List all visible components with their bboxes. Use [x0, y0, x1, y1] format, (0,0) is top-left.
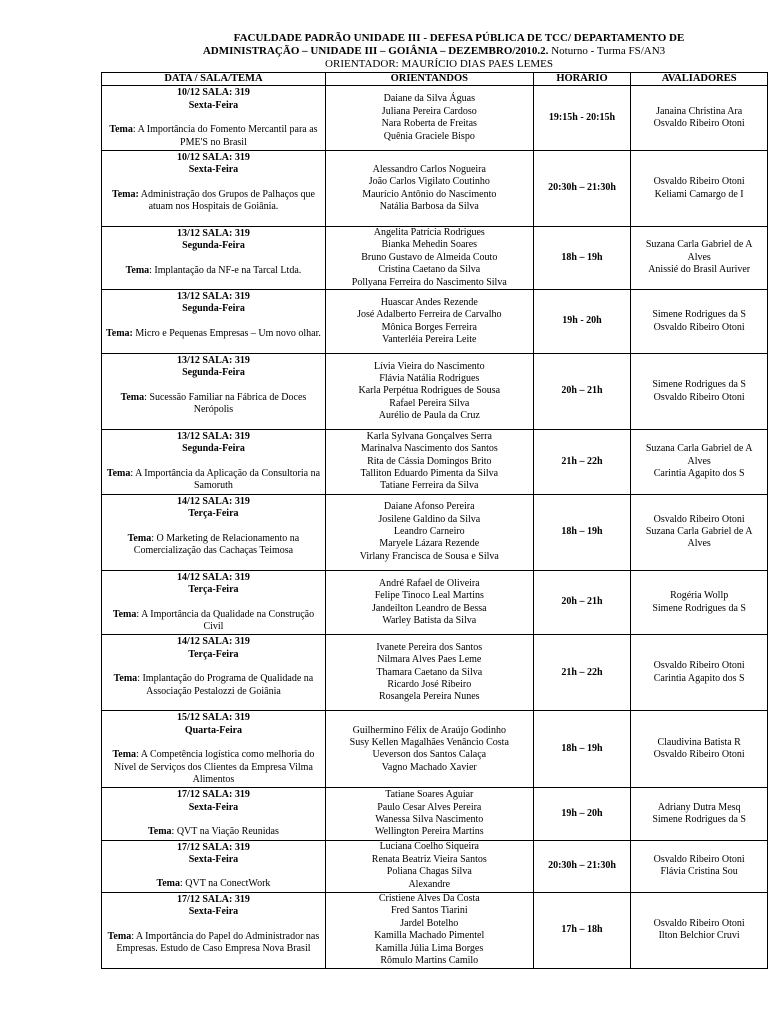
student-name: Nilmara Alves Paes Leme — [377, 654, 482, 666]
student-name: Daiane da Silva Águas — [383, 93, 475, 105]
theme-text: Micro e Pequenas Empresas – Um novo olhar. — [132, 327, 321, 339]
session-cell — [102, 86, 326, 151]
session-time: 21h – 22h — [533, 635, 631, 711]
theme-label: Tema — [125, 264, 150, 276]
evaluator-name: Anissié do Brasil Auriver — [648, 264, 751, 276]
evaluator-name: Osvaldo Ribeiro Otoni — [653, 176, 745, 188]
table-row — [102, 711, 768, 788]
student-name: Wellington Pereira Martins — [374, 826, 484, 838]
session-time: 19h - 20h — [533, 290, 631, 354]
evaluator-name: Adriany Dutra Mesq — [657, 801, 741, 813]
table-row — [102, 290, 768, 354]
spacer — [104, 112, 323, 124]
evaluator-name: Janaina Christina Ara — [656, 105, 743, 117]
evaluators-cell — [631, 788, 768, 840]
session-weekday: Segunda-Feira — [182, 303, 245, 315]
spacer — [104, 661, 323, 673]
session-theme — [108, 931, 320, 954]
session-cell — [102, 354, 326, 430]
student-name: Warley Batista da Silva — [382, 614, 477, 626]
students-cell — [325, 570, 533, 635]
session-date-room: 13/12 SALA: 319 — [177, 228, 250, 240]
header-line-2 — [100, 45, 768, 58]
session-theme — [148, 826, 279, 837]
table-row — [102, 635, 768, 711]
theme-text: : Implantação do Programa de Qualidade na Associação Pestalozzi de Goiânia — [137, 673, 314, 697]
theme-text: : A Competência logística como melhoria do Nível de Serviços dos Clientes da Empresa Vilma Alimentos — [114, 749, 315, 785]
theme-text: : A Importância da Qualidade na Construção Civil — [136, 608, 315, 632]
evaluator-name: Suzana Carla Gabriel de A — [645, 525, 753, 537]
students-cell — [325, 635, 533, 711]
evaluator-name: Simene Rodrigues da S — [652, 309, 746, 321]
theme-label: Tema — [106, 467, 131, 479]
session-theme — [156, 878, 270, 889]
session-theme — [126, 265, 302, 276]
students-cell — [325, 151, 533, 227]
theme-text: : O Marketing de Relacionamento na Comercialização das Cachaças Teimosa — [133, 532, 300, 556]
student-name: Kamilla Machado Pimentel — [374, 930, 485, 942]
students-cell — [325, 227, 533, 290]
session-date-room: 14/12 SALA: 319 — [177, 571, 250, 583]
session-date-room: 14/12 SALA: 319 — [177, 495, 250, 507]
student-name: Luciana Coelho Siqueira — [379, 841, 479, 853]
session-cell — [102, 840, 326, 892]
students-cell — [325, 354, 533, 430]
spacer — [104, 919, 323, 931]
session-weekday: Sexta-Feira — [188, 164, 239, 176]
student-name: Bruno Gustavo de Almeida Couto — [361, 251, 498, 263]
session-date-room: 14/12 SALA: 319 — [177, 636, 250, 648]
evaluator-name: Simene Rodrigues da S — [652, 379, 746, 391]
session-weekday: Segunda-Feira — [182, 443, 245, 455]
student-name: Mônica Borges Ferreira — [381, 321, 477, 333]
col-header-orientandos: ORIENTANDOS — [325, 73, 533, 86]
student-name: Aurélio de Paula da Cruz — [378, 410, 480, 422]
evaluator-name: Osvaldo Ribeiro Otoni — [653, 660, 745, 672]
session-time: 20h – 21h — [533, 570, 631, 635]
student-name: Quênia Graciele Bispo — [383, 130, 475, 142]
student-name: Pollyana Ferreira do Nascimento Silva — [351, 276, 507, 288]
session-date-room: 13/12 SALA: 319 — [177, 431, 250, 443]
theme-label: Tema — [112, 608, 137, 620]
session-theme — [107, 468, 320, 491]
students-cell — [325, 892, 533, 968]
session-date-room: 13/12 SALA: 319 — [177, 355, 250, 367]
student-name: Ricardo José Ribeiro — [387, 679, 472, 691]
session-time: 18h – 19h — [533, 494, 631, 570]
students-cell — [325, 494, 533, 570]
session-theme — [109, 124, 317, 147]
evaluator-name: Osvaldo Ribeiro Otoni — [653, 321, 745, 333]
student-name: Alessandro Carlos Nogueira — [372, 163, 486, 175]
student-name: Cristina Caetano da Silva — [378, 264, 481, 276]
student-name: Huascar Andes Rezende — [380, 296, 478, 308]
student-name: Angelita Patrícia Rodrigues — [373, 227, 485, 239]
students-cell — [325, 711, 533, 788]
table-row — [102, 494, 768, 570]
evaluators-cell — [631, 570, 768, 635]
theme-text: : Implantação da NF-e na Tarcal Ltda. — [149, 264, 302, 276]
table-row — [102, 570, 768, 635]
evaluator-name: Suzana Carla Gabriel de A — [645, 443, 753, 455]
session-date-room: 10/12 SALA: 319 — [177, 152, 250, 164]
evaluators-cell — [631, 151, 768, 227]
student-name: Vagno Machado Xavier — [381, 761, 477, 773]
evaluator-name: Keliami Camargo de I — [654, 188, 744, 200]
evaluator-name: Flávia Cristina Sou — [660, 866, 738, 878]
theme-label: Tema: — [111, 188, 139, 200]
theme-text: : A Importância do Fomento Mercantil para as PME'S no Brasil — [132, 124, 318, 148]
table-row — [102, 430, 768, 495]
theme-text: : A Importância da Aplicação da Consultoria na Samoruth — [130, 467, 321, 492]
theme-label: Tema — [112, 749, 137, 761]
student-name: Rita de Cássia Domingos Brito — [367, 455, 492, 467]
header-line-2-rest: Noturno - Turma FS/AN3 — [548, 45, 666, 57]
student-name: Maurício Antônio do Nascimento — [362, 188, 497, 200]
theme-label: Tema — [148, 826, 172, 838]
col-header-horario: HORÁRIO — [533, 73, 631, 86]
student-name: Felipe Tinoco Leal Martins — [374, 590, 484, 602]
spacer — [104, 253, 323, 265]
theme-text: Administração dos Grupos de Palhaços que atuam nos Hospitais de Goiânia. — [138, 188, 315, 213]
document-header — [100, 32, 768, 71]
student-name: Karla Sylvana Gonçalves Serra — [366, 430, 492, 442]
evaluators-cell — [631, 892, 768, 968]
spacer — [104, 177, 323, 189]
student-name: Tatiane Soares Aguiar — [385, 789, 474, 801]
session-theme — [112, 189, 315, 212]
theme-text: : QVT na Viação Reunidas — [171, 826, 279, 838]
session-time: 20:30h – 21:30h — [533, 151, 631, 227]
student-name: Wanessa Silva Nascimento — [375, 813, 484, 825]
student-name: Susy Kellen Magalhães Venâncio Costa — [349, 736, 509, 748]
theme-text: : A Importância do Papel do Administrador nas Empresas. Estudo de Caso Empresa Nova Brasil — [116, 930, 320, 954]
evaluator-name: Simene Rodrigues da S — [652, 813, 746, 825]
session-time: 20:30h – 21:30h — [533, 840, 631, 892]
session-cell — [102, 430, 326, 495]
session-time: 19h – 20h — [533, 788, 631, 840]
evaluator-name: Alves — [687, 538, 711, 550]
theme-text: : QVT na ConectWork — [180, 878, 271, 890]
header-advisor: ORIENTADOR: MAURÍCIO DIAS PAES LEMES — [325, 58, 553, 70]
student-name: Rosangela Pereira Nunes — [379, 691, 480, 703]
session-date-room: 13/12 SALA: 319 — [177, 291, 250, 303]
session-time: 20h – 21h — [533, 354, 631, 430]
student-name: Bianka Mehedin Soares — [381, 239, 478, 251]
session-date-room: 17/12 SALA: 319 — [177, 841, 250, 853]
session-theme — [128, 533, 300, 556]
session-weekday: Terça-Feira — [188, 584, 239, 596]
evaluator-name: Osvaldo Ribeiro Otoni — [653, 391, 745, 403]
theme-label: Tema — [156, 878, 181, 890]
evaluators-cell — [631, 86, 768, 151]
student-name: Rômulo Martins Camilo — [380, 955, 479, 967]
spacer — [104, 316, 323, 328]
student-name: Jandeilton Leandro de Bessa — [371, 602, 487, 614]
col-header-avaliadores: AVALIADORES — [631, 73, 768, 86]
session-time: 17h – 18h — [533, 892, 631, 968]
student-name: Vanterléia Pereira Leite — [382, 333, 477, 345]
students-cell — [325, 430, 533, 495]
table-row — [102, 788, 768, 840]
student-name: Rafael Pereira Silva — [389, 397, 470, 409]
session-date-room: 15/12 SALA: 319 — [177, 712, 250, 724]
student-name: Alexandre — [408, 878, 451, 890]
theme-label: Tema — [109, 124, 133, 136]
student-name: Kamilla Júlia Lima Borges — [375, 942, 484, 954]
evaluator-name: Carintia Agapito dos S — [653, 468, 745, 480]
session-time: 19:15h - 20:15h — [533, 86, 631, 151]
evaluator-name: Osvaldo Ribeiro Otoni — [653, 853, 745, 865]
student-name: Nara Roberta de Freitas — [381, 118, 477, 130]
spacer — [104, 380, 323, 392]
session-theme — [113, 749, 315, 785]
session-weekday: Sexta-Feira — [188, 99, 239, 111]
theme-label: Tema — [113, 673, 138, 685]
students-cell — [325, 290, 533, 354]
student-name: Leandro Carneiro — [393, 525, 465, 537]
student-name: Tatiane Ferreira da Silva — [380, 480, 479, 492]
table-row — [102, 840, 768, 892]
session-cell — [102, 151, 326, 227]
table-row — [102, 892, 768, 968]
evaluator-name: Osvaldo Ribeiro Otoni — [653, 917, 745, 929]
student-name: Flávia Natália Rodrigues — [379, 372, 480, 384]
session-theme — [121, 392, 307, 415]
students-cell — [325, 840, 533, 892]
theme-label: Tema — [107, 930, 132, 942]
student-name: Jardel Botelho — [400, 917, 459, 929]
session-weekday: Segunda-Feira — [182, 240, 245, 252]
session-weekday: Terça-Feira — [188, 508, 239, 520]
evaluators-cell — [631, 430, 768, 495]
student-name: Karla Perpétua Rodrigues de Sousa — [358, 385, 501, 397]
evaluator-name: Alves — [687, 251, 711, 263]
student-name: Virlany Francisca de Sousa e Silva — [359, 550, 499, 562]
student-name: Ivanete Pereira dos Santos — [376, 641, 483, 653]
evaluators-cell — [631, 494, 768, 570]
students-cell — [325, 86, 533, 151]
evaluator-name: Ilton Belchior Cruvi — [658, 930, 740, 942]
table-row — [102, 227, 768, 290]
session-cell — [102, 635, 326, 711]
header-line-1: FACULDADE PADRÃO UNIDADE III - DEFESA PÚBLICA DE TCC/ DEPARTAMENTO DE — [233, 32, 685, 44]
student-name: Poliana Chagas Silva — [386, 866, 472, 878]
session-weekday: Quarta-Feira — [184, 724, 243, 736]
student-name: José Adalberto Ferreira de Carvalho — [357, 309, 502, 321]
evaluators-cell — [631, 354, 768, 430]
student-name: Maryele Lázara Rezende — [379, 538, 480, 550]
spacer — [104, 737, 323, 749]
student-name: João Carlos Vigilato Coutinho — [368, 176, 490, 188]
student-name: Guilhermino Félix de Araújo Godinho — [352, 724, 506, 736]
session-date-room: 17/12 SALA: 319 — [177, 789, 250, 801]
theme-text: : Sucessão Familiar na Fábrica de Doces Nerópolis — [144, 391, 307, 416]
table-row — [102, 354, 768, 430]
table-header-row — [102, 73, 768, 86]
student-name: Natália Barbosa da Silva — [379, 200, 479, 212]
spacer — [104, 597, 323, 609]
student-name: Paulo Cesar Alves Pereira — [377, 801, 482, 813]
evaluator-name: Rogéria Wollp — [670, 590, 729, 602]
evaluator-name: Claudivina Batista R — [657, 736, 741, 748]
student-name: Renata Beatriz Vieira Santos — [371, 853, 487, 865]
evaluators-cell — [631, 635, 768, 711]
session-date-room: 10/12 SALA: 319 — [177, 87, 250, 99]
student-name: Talliton Eduardo Pimenta da Silva — [360, 468, 499, 480]
col-header-date: DATA / SALA/TEMA — [102, 73, 326, 86]
session-cell — [102, 788, 326, 840]
student-name: Marinalva Nascimento dos Santos — [360, 443, 498, 455]
table-row — [102, 86, 768, 151]
session-cell — [102, 494, 326, 570]
student-name: Cristiene Alves Da Costa — [378, 893, 480, 905]
table-row — [102, 151, 768, 227]
session-date-room: 17/12 SALA: 319 — [177, 893, 250, 905]
student-name: Josilene Galdino da Silva — [378, 513, 481, 525]
session-cell — [102, 892, 326, 968]
students-cell — [325, 788, 533, 840]
evaluators-cell — [631, 840, 768, 892]
evaluators-cell — [631, 290, 768, 354]
schedule-table — [101, 72, 768, 969]
session-time: 18h – 19h — [533, 711, 631, 788]
session-weekday: Sexta-Feira — [188, 801, 239, 813]
student-name: Juliana Pereira Cardoso — [381, 105, 477, 117]
spacer — [104, 866, 323, 878]
session-theme — [114, 673, 314, 696]
session-weekday: Sexta-Feira — [188, 853, 239, 865]
session-cell — [102, 570, 326, 635]
theme-label: Tema — [127, 532, 152, 544]
student-name: André Rafael de Oliveira — [378, 577, 480, 589]
session-cell — [102, 227, 326, 290]
session-time: 21h – 22h — [533, 430, 631, 495]
evaluator-name: Osvaldo Ribeiro Otoni — [653, 118, 745, 130]
session-theme — [106, 328, 321, 339]
student-name: Fred Santos Tiarini — [390, 905, 468, 917]
evaluator-name: Alves — [687, 455, 711, 467]
header-line-2-bold: ADMINISTRAÇÃO – UNIDADE III – GOIÂNIA – DEZEMBRO/2010.2. — [202, 45, 549, 57]
student-name: Thamara Caetano da Silva — [376, 666, 483, 678]
spacer — [104, 456, 323, 468]
student-name: Ueverson dos Santos Calaça — [372, 749, 487, 761]
evaluator-name: Osvaldo Ribeiro Otoni — [653, 513, 745, 525]
evaluator-name: Osvaldo Ribeiro Otoni — [653, 749, 745, 761]
theme-label: Tema: — [106, 327, 133, 339]
session-cell — [102, 711, 326, 788]
spacer — [104, 814, 323, 826]
evaluator-name: Carintia Agapito dos S — [653, 672, 745, 684]
session-theme — [113, 609, 314, 632]
session-weekday: Terça-Feira — [188, 648, 239, 660]
session-weekday: Segunda-Feira — [182, 367, 245, 379]
evaluators-cell — [631, 711, 768, 788]
theme-label: Tema — [120, 391, 145, 403]
evaluator-name: Suzana Carla Gabriel de A — [645, 239, 753, 251]
session-time: 18h – 19h — [533, 227, 631, 290]
evaluators-cell — [631, 227, 768, 290]
evaluator-name: Simene Rodrigues da S — [652, 602, 746, 614]
student-name: Lívia Vieira do Nascimento — [374, 360, 485, 372]
spacer — [104, 521, 323, 533]
student-name: Daiane Afonso Pereira — [384, 501, 475, 513]
session-weekday: Sexta-Feira — [188, 906, 239, 918]
session-cell — [102, 290, 326, 354]
